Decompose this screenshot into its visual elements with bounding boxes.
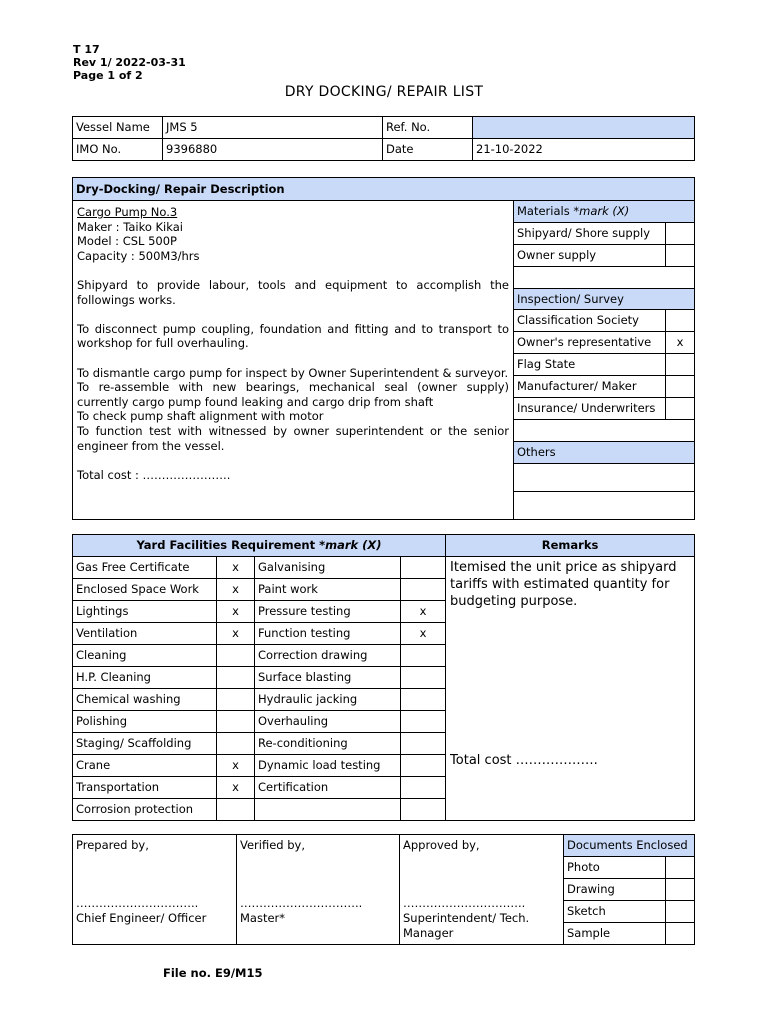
facility-mark[interactable] [217,667,255,689]
repair-description-table [72,177,695,520]
repair-total-cost: Total cost : ………………….. [77,467,231,482]
remarks-text: Itemised the unit price as shipyard tariffs with estimated quantity for budgeting purpose. [450,560,677,609]
verified-by-box[interactable] [237,835,400,945]
document-mark[interactable] [666,901,695,923]
facility-label: Hydraulic jacking [255,689,401,711]
remarks-total-cost: Total cost ………………. [450,753,598,768]
ref-no-value[interactable] [473,117,695,139]
facility-mark[interactable] [401,645,446,667]
scope-paragraph-3c: To check pump shaft alignment with motor [77,409,324,424]
document-header [73,43,186,82]
item-model: Model : CSL 500P [77,234,177,249]
facility-mark[interactable]: x [217,579,255,601]
insurance-mark[interactable] [666,398,695,420]
facility-mark[interactable] [401,557,446,579]
facility-label: Certification [255,777,401,799]
inspection-heading: Inspection/ Survey [514,289,695,310]
others-field[interactable] [514,464,695,492]
facility-mark[interactable] [217,645,255,667]
vessel-name-value[interactable]: JMS 5 [163,117,383,139]
facility-mark[interactable]: x [401,601,446,623]
document-label: Sample [564,923,666,945]
verified-by-label: Verified by, [240,838,306,852]
owner-supply-label: Owner supply [514,245,666,267]
document-label: Drawing [564,879,666,901]
others-heading: Others [514,442,695,464]
signature-line: ………………………….. [403,896,526,910]
signature-line: ………………………….. [76,896,199,910]
vessel-name-label: Vessel Name [73,117,163,139]
mark-hint: *mark (X) [573,204,630,218]
facility-label: Polishing [73,711,217,733]
owners-rep-label: Owner's representative [514,332,666,354]
manufacturer-label: Manufacturer/ Maker [514,376,666,398]
scope-paragraph-3b: To re-assemble with new bearings, mechanical seal (owner supply) currently cargo pump found leaking and cargo drip from shaft [77,380,509,409]
facility-label: H.P. Cleaning [73,667,217,689]
facility-mark[interactable]: x [217,623,255,645]
scope-paragraph-3d: To function test with witnessed by owner superintendent or the senior engineer from the vessel. [77,423,509,453]
facility-mark[interactable] [401,799,446,821]
facility-mark[interactable]: x [217,557,255,579]
prepared-by-box[interactable] [73,835,237,945]
document-mark[interactable] [666,879,695,901]
item-title: Cargo Pump No.3 [77,205,178,219]
facility-mark[interactable] [401,755,446,777]
prepared-by-label: Prepared by, [76,838,149,852]
repair-description-text[interactable] [73,201,514,520]
owner-supply-mark[interactable] [666,245,695,267]
signature-line: ………………………….. [240,896,363,910]
owners-rep-mark[interactable]: x [666,332,695,354]
manufacturer-mark[interactable] [666,376,695,398]
facility-label: Re-conditioning [255,733,401,755]
scope-paragraph-3a: To dismantle cargo pump for inspect by Owner Superintendent & surveyor. [77,365,509,380]
facility-label: Corrosion protection [73,799,217,821]
remarks-heading: Remarks [446,535,695,557]
page-number: Page 1 of 2 [73,69,143,82]
date-value[interactable]: 21-10-2022 [473,139,695,161]
facility-label: Lightings [73,601,217,623]
document-label: Photo [564,857,666,879]
approved-by-label: Approved by, [403,838,480,852]
facility-label: Enclosed Space Work [73,579,217,601]
date-label: Date [383,139,473,161]
facility-label: Staging/ Scaffolding [73,733,217,755]
remarks-box[interactable] [446,557,695,821]
facility-mark[interactable] [217,799,255,821]
facility-mark[interactable]: x [401,623,446,645]
facility-label: Overhauling [255,711,401,733]
shipyard-supply-label: Shipyard/ Shore supply [514,223,666,245]
facility-mark[interactable] [217,733,255,755]
facility-label: Surface blasting [255,667,401,689]
flag-state-mark[interactable] [666,354,695,376]
approved-by-role: Superintendent/ Tech. Manager [403,911,530,940]
revision: Rev 1/ 2022-03-31 [73,56,186,69]
facility-label [255,799,401,821]
imo-label: IMO No. [73,139,163,161]
yard-facilities-table [72,534,695,821]
facility-mark[interactable] [401,711,446,733]
vessel-info-table [72,116,695,161]
approved-by-box[interactable] [400,835,564,945]
inspection-spacer [514,420,695,442]
facility-mark[interactable] [401,689,446,711]
facility-label: Ventilation [73,623,217,645]
imo-value[interactable]: 9396880 [163,139,383,161]
document-mark[interactable] [666,923,695,945]
scope-paragraph-1: Shipyard to provide labour, tools and equipment to accomplish the followings works. [77,277,509,307]
insurance-label: Insurance/ Underwriters [514,398,666,420]
form-code: T 17 [73,43,100,56]
facility-label: Galvanising [255,557,401,579]
facility-mark[interactable]: x [217,777,255,799]
verified-by-role: Master* [240,911,286,925]
yard-facilities-heading: Yard Facilities Requirement *mark (X) [73,535,446,557]
documents-enclosed-heading: Documents Enclosed [564,835,695,857]
item-maker: Maker : Taiko Kikai [77,219,183,234]
facility-mark[interactable]: x [217,601,255,623]
facility-mark[interactable] [401,579,446,601]
materials-heading: Materials *mark (X) [514,201,695,223]
facility-mark[interactable] [217,711,255,733]
signoff-table [72,834,695,945]
file-number: File no. E9/M15 [163,966,263,980]
facility-mark[interactable] [401,667,446,689]
facility-mark[interactable]: x [217,755,255,777]
facility-label: Crane [73,755,217,777]
class-society-mark[interactable] [666,310,695,332]
document-label: Sketch [564,901,666,923]
page-title: DRY DOCKING/ REPAIR LIST [284,84,484,100]
scope-paragraph-2: To disconnect pump coupling, foundation and fitting and to transport to workshop for full overhauling. [77,321,509,351]
others-field-2[interactable] [514,492,695,520]
facility-label: Chemical washing [73,689,217,711]
facility-mark[interactable] [401,777,446,799]
prepared-by-role: Chief Engineer/ Officer [76,911,207,925]
materials-spacer [514,267,695,289]
facility-label: Dynamic load testing [255,755,401,777]
facility-label: Function testing [255,623,401,645]
facility-label: Pressure testing [255,601,401,623]
item-capacity: Capacity : 500M3/hrs [77,248,200,263]
class-society-label: Classification Society [514,310,666,332]
facility-label: Correction drawing [255,645,401,667]
repair-description-heading: Dry-Docking/ Repair Description [73,178,695,201]
facility-label: Transportation [73,777,217,799]
shipyard-supply-mark[interactable] [666,223,695,245]
facility-label: Gas Free Certificate [73,557,217,579]
document-mark[interactable] [666,857,695,879]
facility-label: Paint work [255,579,401,601]
facility-mark[interactable] [401,733,446,755]
ref-no-label: Ref. No. [383,117,473,139]
flag-state-label: Flag State [514,354,666,376]
facility-mark[interactable] [217,689,255,711]
mark-hint: *mark (X) [319,538,382,552]
facility-label: Cleaning [73,645,217,667]
